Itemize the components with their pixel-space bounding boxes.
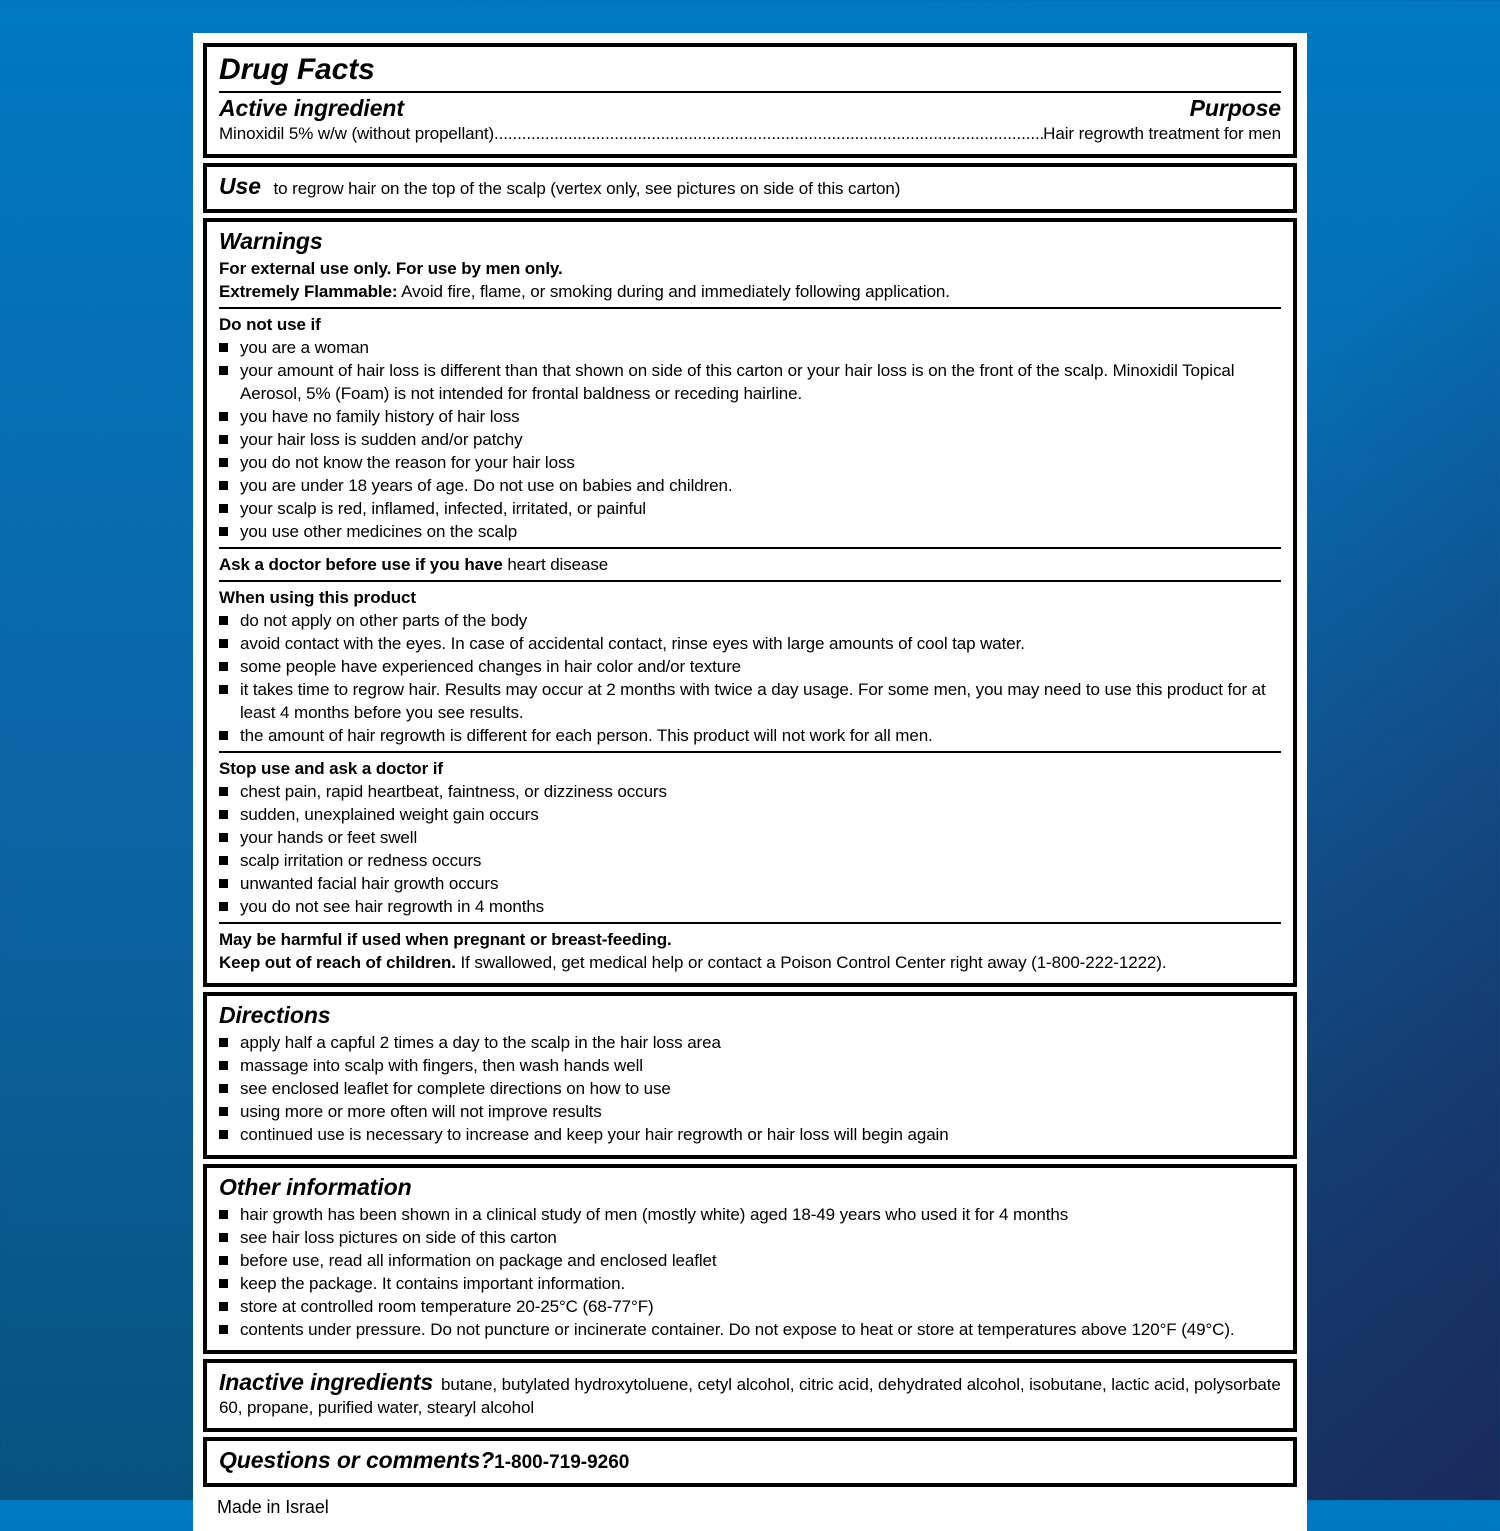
warnings-box xyxy=(203,218,1297,987)
list-item-text: avoid contact with the eyes. In case of accidental contact, rinse eyes with large amounts of cool tap water. xyxy=(240,634,1025,653)
list-item-text: it takes time to regrow hair. Results may occur at 2 months with twice a day usage. For some men, you may need to use this product for at least 4 months before you see results. xyxy=(240,680,1266,722)
keep-out-of-reach-row xyxy=(219,951,1281,974)
square-bullet-icon xyxy=(219,787,228,796)
list-item-text: using more or more often will not improve results xyxy=(240,1102,602,1121)
directions-list xyxy=(219,1031,1281,1146)
list-item-text: your scalp is red, inflamed, infected, irritated, or painful xyxy=(240,499,646,518)
list-item-text: your amount of hair loss is different than that shown on side of this carton or your hair loss is on the front of the scalp. Minoxidil Topical Aerosol, 5% (Foam) is not intended for frontal baldness or receding hairline. xyxy=(240,361,1235,403)
inactive-ingredients-heading: Inactive ingredients xyxy=(219,1369,434,1395)
other-information-heading: Other information xyxy=(219,1174,412,1200)
square-bullet-icon xyxy=(219,1325,228,1334)
square-bullet-icon xyxy=(219,1233,228,1242)
when-using-list xyxy=(219,609,1281,747)
square-bullet-icon xyxy=(219,504,228,513)
stop-use-heading: Stop use and ask a doctor if xyxy=(219,759,443,778)
list-item xyxy=(219,1295,1281,1318)
title-divider xyxy=(219,91,1281,93)
square-bullet-icon xyxy=(219,1256,228,1265)
list-item xyxy=(219,336,1281,359)
list-item xyxy=(219,405,1281,428)
list-item-text: sudden, unexplained weight gain occurs xyxy=(240,805,539,824)
list-item xyxy=(219,724,1281,747)
list-item xyxy=(219,451,1281,474)
list-item-text: you are a woman xyxy=(240,338,369,357)
label-sheet xyxy=(193,33,1307,1531)
use-text: to regrow hair on the top of the scalp (vertex only, see pictures on side of this carton) xyxy=(273,179,901,198)
list-item-text: some people have experienced changes in hair color and/or texture xyxy=(240,657,741,676)
square-bullet-icon xyxy=(219,1130,228,1139)
active-ingredient-header-row xyxy=(219,94,1281,122)
square-bullet-icon xyxy=(219,1084,228,1093)
do-not-use-heading: Do not use if xyxy=(219,315,321,334)
flammable-lead: Extremely Flammable: xyxy=(219,282,398,301)
list-item-text: chest pain, rapid heartbeat, faintness, or dizziness occurs xyxy=(240,782,667,801)
directions-heading: Directions xyxy=(219,1002,331,1028)
questions-heading: Questions or comments? xyxy=(219,1447,495,1473)
square-bullet-icon xyxy=(219,1038,228,1047)
external-use-text: For external use only. For use by men only. xyxy=(219,259,563,278)
square-bullet-icon xyxy=(219,810,228,819)
directions-box xyxy=(203,992,1297,1159)
purpose-heading: Purpose xyxy=(1189,95,1281,121)
square-bullet-icon xyxy=(219,833,228,842)
subsection-divider xyxy=(219,922,1281,924)
square-bullet-icon xyxy=(219,481,228,490)
use-heading: Use xyxy=(219,173,261,199)
list-item-text: your hair loss is sudden and/or patchy xyxy=(240,430,523,449)
questions-row xyxy=(219,1446,1281,1474)
square-bullet-icon xyxy=(219,435,228,444)
list-item xyxy=(219,1203,1281,1226)
stop-use-list xyxy=(219,780,1281,918)
list-item xyxy=(219,803,1281,826)
list-item-text: you use other medicines on the scalp xyxy=(240,522,518,541)
square-bullet-icon xyxy=(219,1107,228,1116)
use-row xyxy=(219,172,1281,200)
list-item xyxy=(219,474,1281,497)
square-bullet-icon xyxy=(219,685,228,694)
square-bullet-icon xyxy=(219,343,228,352)
pregnant-warning-text: May be harmful if used when pregnant or breast-feeding. xyxy=(219,930,672,949)
square-bullet-icon xyxy=(219,366,228,375)
square-bullet-icon xyxy=(219,731,228,740)
square-bullet-icon xyxy=(219,1302,228,1311)
list-item-text: unwanted facial hair growth occurs xyxy=(240,874,499,893)
list-item-text: apply half a capful 2 times a day to the scalp in the hair loss area xyxy=(240,1033,721,1052)
list-item-text: your hands or feet swell xyxy=(240,828,418,847)
square-bullet-icon xyxy=(219,639,228,648)
list-item xyxy=(219,1318,1281,1341)
square-bullet-icon xyxy=(219,879,228,888)
square-bullet-icon xyxy=(219,902,228,911)
list-item-text: massage into scalp with fingers, then wash hands well xyxy=(240,1056,643,1075)
list-item xyxy=(219,895,1281,918)
list-item-text: before use, read all information on package and enclosed leaflet xyxy=(240,1251,717,1270)
other-information-list xyxy=(219,1203,1281,1341)
list-item-text: you have no family history of hair loss xyxy=(240,407,520,426)
list-item xyxy=(219,1249,1281,1272)
square-bullet-icon xyxy=(219,1210,228,1219)
subsection-divider xyxy=(219,547,1281,549)
active-ingredient-heading: Active ingredient xyxy=(219,95,404,121)
purpose-value: Hair regrowth treatment for men xyxy=(1043,124,1281,143)
list-item-text: the amount of hair regrowth is different for each person. This product will not work for all men. xyxy=(240,726,933,745)
list-item-text: keep the package. It contains important information. xyxy=(240,1274,626,1293)
list-item xyxy=(219,1226,1281,1249)
list-item xyxy=(219,359,1281,405)
ask-doctor-lead: Ask a doctor before use if you have xyxy=(219,555,503,574)
active-ingredient-name: Minoxidil 5% w/w (without propellant) xyxy=(219,124,495,143)
warnings-heading: Warnings xyxy=(219,228,323,254)
list-item xyxy=(219,1077,1281,1100)
list-item xyxy=(219,1272,1281,1295)
keep-out-of-reach-text: If swallowed, get medical help or contact a Poison Control Center right away (1-800-222-1222). xyxy=(460,953,1167,972)
active-ingredient-row xyxy=(219,122,1281,145)
list-item xyxy=(219,780,1281,803)
subsection-divider xyxy=(219,751,1281,753)
list-item-text: you do not see hair regrowth in 4 months xyxy=(240,897,545,916)
square-bullet-icon xyxy=(219,1279,228,1288)
ask-doctor-text: heart disease xyxy=(507,555,609,574)
list-item xyxy=(219,678,1281,724)
questions-box xyxy=(203,1437,1297,1487)
list-item xyxy=(219,872,1281,895)
inactive-ingredients-row xyxy=(219,1368,1281,1419)
list-item xyxy=(219,655,1281,678)
when-using-heading: When using this product xyxy=(219,588,416,607)
list-item xyxy=(219,497,1281,520)
list-item-text: hair growth has been shown in a clinical study of men (mostly white) aged 18-49 years who used it for 4 months xyxy=(240,1205,1069,1224)
other-information-box xyxy=(203,1164,1297,1354)
list-item xyxy=(219,826,1281,849)
square-bullet-icon xyxy=(219,1061,228,1070)
list-item xyxy=(219,849,1281,872)
list-item-text: continued use is necessary to increase and keep your hair regrowth or hair loss will begin again xyxy=(240,1125,949,1144)
list-item-text: you are under 18 years of age. Do not use on babies and children. xyxy=(240,476,733,495)
questions-phone-number: 1-800-719-9260 xyxy=(494,1452,630,1473)
use-box xyxy=(203,163,1297,213)
list-item xyxy=(219,609,1281,632)
square-bullet-icon xyxy=(219,412,228,421)
list-item xyxy=(219,520,1281,543)
made-in-israel-text: Made in Israel xyxy=(217,1497,329,1517)
list-item-text: see hair loss pictures on side of this carton xyxy=(240,1228,557,1247)
list-item-text: contents under pressure. Do not puncture or incinerate container. Do not expose to heat or store at temperatures above 120°F (49°C). xyxy=(240,1320,1235,1339)
list-item xyxy=(219,1031,1281,1054)
list-item xyxy=(219,1100,1281,1123)
dot-leader xyxy=(494,122,1043,145)
list-item xyxy=(219,1054,1281,1077)
do-not-use-list xyxy=(219,336,1281,543)
list-item xyxy=(219,1123,1281,1146)
subsection-divider xyxy=(219,580,1281,582)
list-item xyxy=(219,632,1281,655)
list-item-text: do not apply on other parts of the body xyxy=(240,611,528,630)
list-item-text: you do not know the reason for your hair loss xyxy=(240,453,575,472)
ask-doctor-row xyxy=(219,553,1281,576)
list-item-text: see enclosed leaflet for complete directions on how to use xyxy=(240,1079,671,1098)
square-bullet-icon xyxy=(219,527,228,536)
drug-facts-title: Drug Facts xyxy=(219,53,375,86)
subsection-divider xyxy=(219,307,1281,309)
square-bullet-icon xyxy=(219,458,228,467)
list-item-text: scalp irritation or redness occurs xyxy=(240,851,482,870)
inactive-ingredients-text: butane, butylated hydroxytoluene, cetyl alcohol, citric acid, dehydrated alcohol, isobutane, lactic acid, polysorbate 60, propane, purified water, stearyl alcohol xyxy=(219,1375,1281,1417)
drug-facts-header-box xyxy=(203,43,1297,158)
square-bullet-icon xyxy=(219,616,228,625)
flammable-body: Avoid fire, flame, or smoking during and immediately following application. xyxy=(401,282,950,301)
flammable-text xyxy=(219,280,1281,303)
keep-out-of-reach-lead: Keep out of reach of children. xyxy=(219,953,456,972)
square-bullet-icon xyxy=(219,856,228,865)
list-item xyxy=(219,428,1281,451)
square-bullet-icon xyxy=(219,662,228,671)
inactive-ingredients-box xyxy=(203,1359,1297,1432)
list-item-text: store at controlled room temperature 20-25°C (68-77°F) xyxy=(240,1297,654,1316)
